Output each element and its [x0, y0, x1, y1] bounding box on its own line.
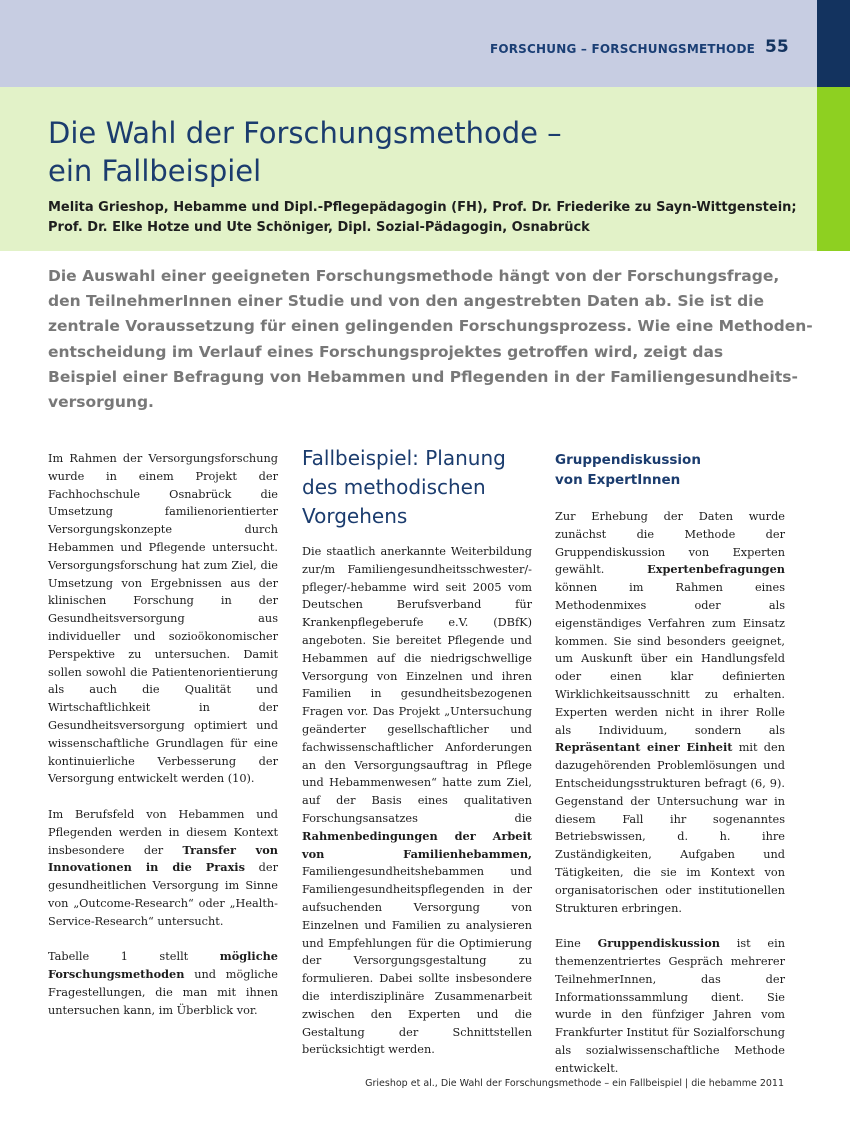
bold-term: Transfer von Innovationen in die Praxis	[48, 842, 278, 875]
body-column-1	[48, 450, 278, 1037]
title-accent-block	[817, 87, 850, 251]
bold-term: Gruppendiskussion	[597, 936, 720, 951]
text-run: der gesundheitlichen Versorgung im Sinne von „Outcome-Research“ oder „Health-Service-Research“ untersucht.	[48, 861, 278, 928]
subsection-heading	[555, 450, 785, 490]
footer-citation: Grieshop et al., Die Wahl der Forschungsmethode – ein Fallbeispiel | die hebamme 2011	[365, 1078, 784, 1089]
body-column-2	[302, 446, 532, 1077]
text-run: und mögliche Fragestellungen, die man mit ihnen untersuchen kann, im Überblick vor.	[48, 968, 278, 1017]
title-line: Die Wahl der Forschungsmethode –	[48, 116, 562, 150]
body-column-3	[555, 450, 785, 1095]
article-title	[48, 114, 788, 190]
body-paragraph	[555, 935, 785, 1077]
section-heading	[302, 444, 532, 531]
text-run: können im Rahmen eines Methodenmixes oder als eigenständiges Verfahren zum Einsatz kommen. Sie sind besonders geeignet, um Auskunft über ein Handlungsfeld oder einen klar definierten Wirklichkeitsausschnitt zu erhalten. Experten werden nicht in ihrer Rolle als Individuum, sondern als	[555, 581, 785, 737]
title-line: ein Fallbeispiel	[48, 154, 262, 188]
heading-line: Fallbeispiel: Planung	[302, 446, 506, 470]
lead-line: zentrale Voraussetzung für einen gelingenden Forschungsprozess. Wie eine Methoden-	[48, 317, 813, 336]
text-run: Eine	[555, 937, 598, 951]
header-accent-block	[817, 0, 850, 87]
author-text: Melita Grieshop, Hebamme und Dipl.-Pflegepädagogin (FH), Prof. Dr. Friederike zu Sayn-Wittgenstein;	[48, 200, 797, 215]
text-run: Familiengesundheitshebammen und Familiengesundheitspflegenden in der aufsuchenden Versorgung von Einzelnen und Familien zu analysieren und Empfehlungen für die Optimierung der Versorgungsgestaltung zu formulieren. Dabei sollte insbesondere die interdisziplinäre Zusammenarbeit zwischen den Experten und die Gestaltung der Schnittstellen berücksichtigt werden.	[302, 865, 532, 1057]
lead-line: entscheidung im Verlauf eines Forschungsprojektes getroffen wird, zeigt das	[48, 342, 724, 361]
heading-line: von ExpertInnen	[555, 472, 681, 488]
lead-line: versorgung.	[48, 393, 154, 412]
text-run: Zur Erhebung der Daten wurde zunächst die Methode der Gruppendiskussion von Experten gewählt.	[555, 510, 785, 577]
author-line	[48, 198, 808, 238]
lead-line: Beispiel einer Befragung von Hebammen und Pflegenden in der Familiengesundheits-	[48, 367, 798, 386]
text-run: Im Berufsfeld von Hebammen und Pflegenden werden in diesem Kontext insbesondere der	[48, 807, 278, 857]
text-run: ist ein themenzentriertes Gespräch mehrerer TeilnehmerInnen, das der Informationssammlung dient. Sie wurde in den fünfziger Jahren vom Frankfurter Institut für Sozialforschung als sozialwissenschaftliche Methode entwickelt.	[555, 937, 785, 1075]
lead-line: Die Auswahl einer geeigneten Forschungsmethode hängt von der Forschungsfrage,	[48, 267, 780, 285]
body-paragraph	[48, 948, 278, 1019]
bold-term: Expertenbefragungen	[647, 562, 785, 577]
lead-line: den TeilnehmerInnen einer Studie und von den angestrebten Daten ab. Sie ist die	[48, 292, 764, 311]
text-run: mit den dazugehörenden Problemlösungen und Entscheidungsstrukturen befragt (6, 9). Gegenstand der Untersuchung war in diesem Fall ihr sogenanntes Betriebswissen, d. h. ihre Zuständigkeiten, Aufgaben und Tätigkeiten, die sie im Kontext von organisatorischen oder institutionellen Strukturen erbringen.	[555, 741, 785, 915]
bold-term: mögliche Forschungsmethoden	[48, 949, 278, 982]
text-run: Tabelle 1 stellt	[48, 950, 220, 964]
heading-line: des methodischen	[302, 475, 486, 499]
text-run: Die staatlich anerkannte Weiterbildung zur/m Familiengesundheitsschwester/-pfleger/-hebamme wird seit 2005 vom Deutschen Berufsverband für Krankenpflegeberufe e.V. (DBfK) angeboten. Sie bereitet Pflegende und Hebammen auf die niedrigschwellige Versorgung von Einzelnen und ihren Familien in gesundheitsbezogenen Fragen vor. Das Projekt „Untersuchung geänderter gesellschaftlicher und fachwissenschaftlicher Anforderungen an den Versorgungsauftrag in Pflege und Hebammenwesen“ hatte zum Ziel, auf der Basis eines qualitativen Forschungsansatzes die	[302, 545, 532, 825]
lead-paragraph	[48, 264, 813, 415]
body-paragraph	[48, 806, 278, 931]
page-number: 55	[765, 37, 789, 57]
body-paragraph: Im Rahmen der Versorgungsforschung wurde in einem Projekt der Fachhochschule Osnabrück die Umsetzung familienorientierter Versorgungskonzepte durch Hebammen und Pflegende untersucht. Versorgungsforschung hat zum Ziel, die Umsetzung von Ergebnissen aus der klinischen Forschung in der Gesundheitsversorgung aus individueller und sozioökonomischer Perspektive zu untersuchen. Damit sollen sowohl die Patientenorientierung als auch die Qualität und Wirtschaftlichkeit in der Gesundheitsversorgung optimiert und wissenschaftliche Grundlagen für eine kontinuierliche Verbesserung der Versorgung entwickelt werden (10).	[48, 452, 278, 786]
body-paragraph	[302, 543, 532, 1059]
body-paragraph	[555, 508, 785, 917]
bold-term: Rahmenbedingungen der Arbeit von Familienhebammen,	[302, 828, 532, 861]
section-label: FORSCHUNG – FORSCHUNGSMETHODE	[489, 42, 755, 56]
heading-line: Vorgehens	[302, 504, 408, 528]
heading-line: Gruppendiskussion	[555, 452, 701, 468]
author-text: Prof. Dr. Elke Hotze und Ute Schöniger, Dipl. Sozial-Pädagogin, Osnabrück	[48, 220, 590, 235]
bold-term: Repräsentant einer Einheit	[555, 740, 733, 755]
